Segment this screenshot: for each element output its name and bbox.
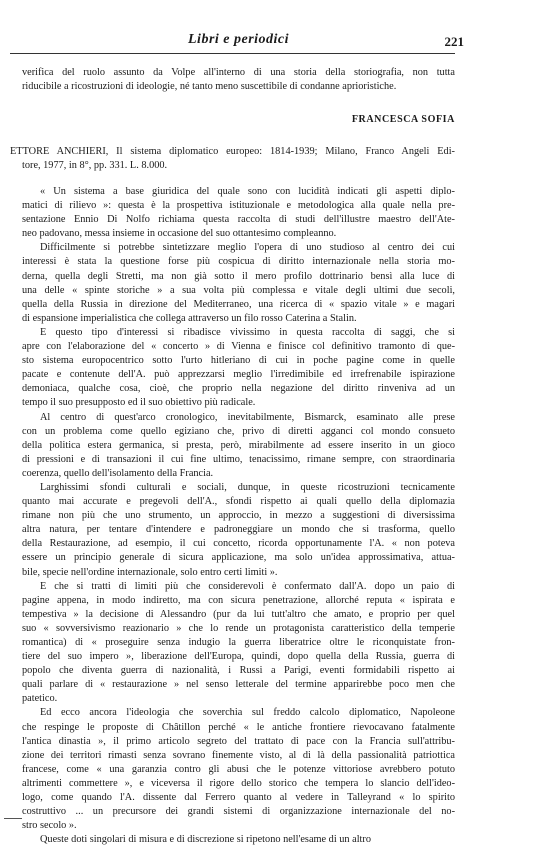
body-text-line: patetico. <box>22 693 58 705</box>
review-body <box>22 185 455 847</box>
running-header-title: Libri e periodici <box>188 32 290 47</box>
body-text-line: Al centro di quest'arco cronologico, inevitabilmente, Bismarck, esaminato alle prese <box>40 411 455 423</box>
body-text-line: interessi è stata la questione forse più cospicua di diritto internazionale nella storia mo- <box>22 256 455 268</box>
header-rule <box>10 53 455 54</box>
body-text-line: apre con l'elaborazione del « concerto » di Vienna e finisce col definitivo tramonto di que- <box>22 341 455 353</box>
page-number: 221 <box>444 34 464 49</box>
body-text-line: Difficilmente si potrebbe sintetizzare meglio l'opera di uno studioso al centro dei cui <box>40 242 455 254</box>
body-text-line: « Un sistema a base giuridica del quale sono con lucidità indicati gli aspetti diplo- <box>40 186 455 197</box>
body-text-line: Ed ecco ancora l'ideologia che soverchia sul freddo calcolo diplomatico, Napoleone <box>40 707 455 719</box>
body-text-line: quanto mai accurate e pregevoli dell'A., sfondi rispetto ai quali quello della diplomazia <box>22 496 455 508</box>
body-text-line: pagine appena, in modo indiretto, ma con sicura penetrazione, allorché reputa « ispirata e <box>22 594 455 606</box>
body-text-line: sentazione Ennio Di Nolfo richiama questa raccolta di studi dell'illustre maestro dell'Ate- <box>22 214 455 226</box>
body-text-line: E che si tratti di limiti più che considerevoli è confermato dall'A. dopo un paio di <box>40 580 455 592</box>
body-text-line: che respinge le proposte di Châtillon perché « le antiche frontiere rievocavano fatalmente <box>22 721 455 733</box>
reference-line: tore, 1977, in 8°, pp. 331. L. 8.000. <box>22 159 168 171</box>
body-text-line: E questo tipo d'interessi si ribadisce vivissimo in questa raccolta di saggi, che si <box>40 326 455 338</box>
intro-paragraph <box>22 66 455 94</box>
body-text-line: suo « sovversivismo reazionario » che lo rende un protagonista caratteristico della temperie <box>22 622 455 634</box>
body-text-line: Larghissimi sfondi culturali e sociali, dunque, in queste ricostruzioni tecnicamente <box>40 481 455 493</box>
body-text-line: della Restaurazione, ad esempio, il cui concetto, ricorda opportunamente l'A. « non poteva <box>22 538 455 550</box>
body-text-line: stro secolo ». <box>22 820 77 832</box>
body-text-line: quella della Russia in direzione del Mediterraneo, una ricerca di « spazio vitale » e magari <box>22 298 455 310</box>
body-text-line: tempestiva » la decisione di Alessandro (pur da lui tutt'altro che amato, e proprio per quel <box>22 608 455 620</box>
body-text-line: rimane non più che uno strumento, un approccio, in mezzo a suggestioni di diversissima <box>22 510 455 522</box>
body-text-line: derna, quella degli Stretti, ma non già sotto il mero profilo dottrinario bensì alla luce di <box>22 270 455 282</box>
text-line: verifica del ruolo assunto da Volpe all'interno di una storia della storiografia, non tutta <box>22 67 455 78</box>
reference-line: ETTORE ANCHIERI, Il sistema diplomatico europeo: 1814-1939; Milano, Franco Angeli Edi- <box>10 146 455 157</box>
body-text-line: neo padovano, messa insieme in occasione del suo ottantesimo compleanno. <box>22 228 337 240</box>
body-text-line: altra natura, per tentare d'intendere e padroneggiare un mondo che si trasforma, quello <box>22 524 455 536</box>
page-edge-mark <box>4 818 22 819</box>
body-text-line: della politica estera germanica, si presta, però, mirabilmente ad essere inserito in un gioco <box>22 439 455 451</box>
body-text-line: quali parlare di « restaurazione » nel senso letterale del termine apparirebbe poco men che <box>22 679 455 691</box>
body-text-line: zione dei territori rimasti senza sovrano finemente visto, al di là della passionalità patriottica <box>22 749 455 761</box>
body-text-line: coerenza, quello dell'isolamento della Francia. <box>22 467 214 479</box>
body-text-line: costruttivo ... un precursore dei grandi sistemi di organizzazione internazionale del no- <box>22 806 455 818</box>
body-text-line: francese, come « una garanzia contro gli abusi che le potenze vittoriose avrebbero potuto <box>22 763 455 775</box>
body-text-line: romantica) di « proseguire senza indugio la guerra liberatrice oltre le riconquistate fron- <box>22 637 455 648</box>
body-text-line: sto sistema europocentrico sotto l'urto hitleriano di cui in poche pagine come in quelle <box>22 355 455 367</box>
body-text-line: l'antica dinastia », il primo articolo segreto del trattato di pace con la Francia sull'attribu- <box>22 735 455 747</box>
body-text-line: popolo che diventa guerra di nazionalità, i Russi a Parigi, eventi formidabili rispetto ai <box>22 665 455 677</box>
body-text-line: bile, specie nell'ordine internazionale, solo entro certi limiti ». <box>22 566 278 578</box>
review-signature: FRANCESCA SOFIA <box>351 114 455 125</box>
body-text-line: di pressioni e di transazioni il cui fine ultimo, tenacissimo, rimane sempre, con straordinaria <box>22 453 455 465</box>
body-text-line: pacate e contenute dell'A. può apprezzarsi meglio l'irredimibile ed irrefrenabile ispirazione <box>22 369 455 381</box>
body-text-line: tempo il suo presupposto ed il suo obiettivo più radicale. <box>22 397 256 409</box>
body-text-line: di espansione imperialistica che collega attraverso un filo rosso Caterina a Stalin. <box>22 312 357 324</box>
running-header <box>10 32 464 52</box>
body-text-line: Queste doti singolari di misura e di discrezione si ripetono nell'esame di un altro <box>40 834 371 846</box>
body-text-line: essere un principio generale di sicura applicazione, ma solo un'idea approssimativa, attua- <box>22 552 455 564</box>
body-text-line: una delle « spinte storiche » a sua volta più complessa e vitale degli ultimi due secoli, <box>22 284 455 296</box>
text-line: riducibile a ricostruzioni di ideologie, né tanto meno suscettibile di condanne aprioristiche. <box>22 81 397 93</box>
body-text-line: matici di rilievo »: questa è la prospettiva istituzionale e metodologica alla quale nella pre- <box>22 200 455 212</box>
body-text-line: tiere del suo impero », liberazione dell'Europa, quindi, dopo quella della Russia, guerra di <box>22 651 455 663</box>
body-text-line: logo, come quando l'A. dissente dal Ferrero quanto al vedere in Talleyrand « lo spirito <box>22 792 455 804</box>
body-text-line: altrimenti commettere », e viceversa il rigore dello storico che tempera lo slancio dell'ideo- <box>22 777 455 789</box>
body-text-line: demoniaca, qualche cosa, cioè, che proprio nella negazione del diritto rinveniva ad un <box>22 383 455 395</box>
book-reference <box>10 145 455 172</box>
body-text-line: con un problema come quello egiziano che, privo di diretti agganci col mondo consueto <box>22 425 455 437</box>
